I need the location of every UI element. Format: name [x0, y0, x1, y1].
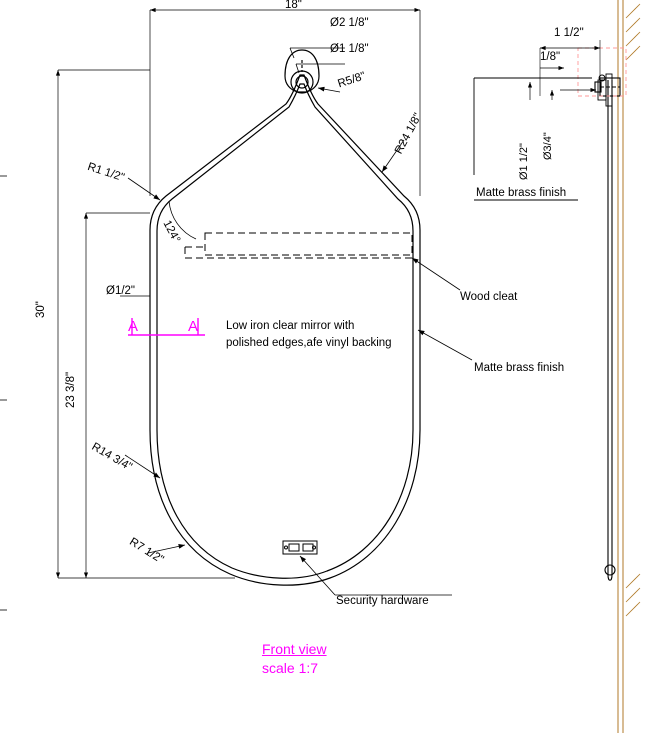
wood-cleat-hidden-lines [185, 233, 412, 258]
section-label-a-right: A [188, 318, 199, 335]
dim-detail-dia-small: Ø3/4" [542, 132, 554, 160]
view-scale: scale 1:7 [262, 659, 319, 676]
sheet-border-marks [0, 176, 7, 610]
dim-mirror-height: 23 3/8" [65, 371, 77, 408]
callout-security-hardware: Security hardware [336, 595, 429, 607]
dim-top-width: 18" [285, 0, 302, 11]
dim-upper-left-radius: R1 1/2" [85, 160, 126, 185]
dim-angle: 124° [160, 218, 183, 246]
callout-matte-brass-finish-detail: Matte brass finish [476, 187, 567, 199]
dim-detail-thickness: 1/8" [540, 51, 561, 63]
view-title-block [262, 640, 327, 678]
dim-shoulder-radius: R24 1/8" [392, 111, 425, 157]
callout-matte-brass-finish-front: Matte brass finish [474, 362, 565, 374]
dim-overall-height: 30" [35, 301, 47, 318]
security-hardware-symbol [283, 541, 317, 554]
dim-boss-inner-dia: Ø1 1/8" [330, 43, 369, 55]
hanger-boss [285, 50, 319, 93]
view-title: Front view [262, 641, 327, 657]
section-label-a-left: A [128, 318, 139, 335]
dim-detail-dia-large: Ø1 1/2" [518, 143, 530, 180]
dim-hole-dia: Ø1/2" [106, 285, 136, 297]
note-material: Low iron clear mirror with polished edges,afe vinyl backing [226, 320, 392, 349]
dim-lower-left-radius: R14 3/4" [89, 440, 134, 474]
dim-boss-fillet: R5/8" [336, 70, 368, 91]
section-view-right [595, 0, 640, 733]
dim-boss-outer-dia: Ø2 1/8" [330, 17, 369, 29]
callout-wood-cleat: Wood cleat [460, 291, 518, 303]
dim-detail-width: 1 1/2" [554, 27, 584, 39]
dim-bottom-radius: R7 1/2" [127, 535, 166, 567]
